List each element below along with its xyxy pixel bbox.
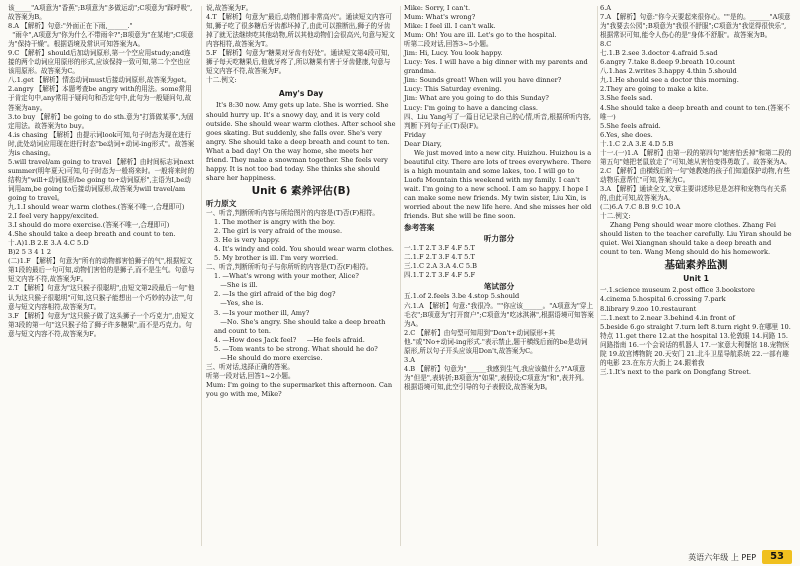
answer-line: 四.1.T 2.T 3.F 4.F 5.F: [404, 271, 476, 280]
column-divider: [201, 6, 202, 546]
answer-line: (二)6.A 7.C 8.B 9.C 10.A: [600, 203, 681, 212]
answer-line: 8.library 9.zoo 10.restaurant: [600, 304, 697, 313]
answer-line: 6.Yes, she does.: [600, 130, 653, 139]
answer-line: 七.1.B 2.see 3.doctor 4.afraid 5.sad: [600, 49, 718, 58]
answer-line: 2.They are going to make a kite.: [600, 85, 709, 94]
dialogue-line: Lucy: Yes. I will have a big dinner with my parents and grandma.: [404, 58, 590, 76]
listening-line: 3. He is very happy.: [214, 236, 280, 245]
answer-line: 3.She feels sad.: [600, 94, 653, 103]
answer-line: 3.I should do more exercise.(答案不唯一,合理即可): [8, 221, 170, 230]
answer-line: 十二.例文:: [206, 76, 237, 85]
dialogue-line: Mike: I feel ill. I can't walk.: [404, 22, 496, 31]
diary-line: Friday: [404, 130, 426, 139]
unit-title: Unit 6 素养评估(B): [251, 184, 351, 197]
unit-label: Unit 1: [683, 274, 709, 284]
listening-line: 二、听音,判断所听句子与你所听的内容是(T)否(F)相符。: [206, 263, 373, 272]
listening-answers-heading: 听力部分: [483, 234, 515, 244]
listening-line: Mum: I'm going to the supermarket this afternoon. Can you go with me, Mike?: [206, 380, 395, 398]
answer-line: "雨伞",A项意为"你为什么不带雨伞?";B项意为"在某地";C项意为"保持干燥"。根据语境及常识可知答案为A。: [8, 31, 194, 49]
listening-line: 2. —Is the girl afraid of the big dog?: [214, 290, 336, 299]
answer-line: 说,故答案为F。: [206, 4, 253, 12]
answer-line: 2.I feel very happy/excited.: [8, 212, 99, 221]
answer-line: 该_____"A项意为"香蕉";B项意为"多做运动";C项意为"踩呼吸",故答案为B。: [8, 4, 193, 22]
dialogue-line: Lucy: This Saturday evening.: [404, 85, 502, 94]
answer-line: 5.She feels afraid.: [600, 121, 661, 130]
answer-line: 4.cinema 5.hospital 6.crossing 7.park: [600, 295, 726, 304]
diary-line: Dear Diary,: [404, 139, 442, 148]
book-title: 英语六年级 上 PEP: [688, 552, 757, 562]
answer-line: 2.C 【解析】由横线后的一句"她教她的孩子们知道保护动物,有些动物乐意帮忙"可知,答案为C。: [600, 166, 790, 184]
dialogue-line: Jim: What are you going to do this Sunday?: [404, 94, 549, 103]
answer-line: 6.angry 7.take 8.deep 9.breath 10.count: [600, 58, 735, 67]
answer-column-4: [600, 4, 792, 552]
answer-line: 4.B 【解析】句意为"______我感到生气,我应该做什么?"A项意为"但是",表转折;B项意为"如果",表假设;C项意为"和",表并列。根据语境可知,此空引导的句子表假设,故答案为B。: [404, 364, 588, 391]
answer-line: 十.1.C 2.A 3.E 4.D 5.B: [600, 139, 674, 148]
answer-column-1: [8, 4, 196, 552]
listening-line: 2. The girl is very afraid of the mouse.: [214, 227, 343, 236]
answer-line: 2.C 【解析】由句型可知用到"Don't+动词原形+其他."或"No+动词-ing形式."表示禁止,题干横线后面的be是动词原形,所以句子开头应该用Don't,故答案为C。: [404, 328, 588, 355]
answer-line: 4.T 【解析】句意为"最后,动物们都非常高兴"。通读短文内容可知,狮子吃了很多糖后牙齿都坏掉了,由此可以推断出,狮子的牙齿掉了就无法继续吃其他动物,所以其他动物们会很高兴,句意与短文内容相符,故答案为T。: [206, 13, 395, 49]
answer-line: 6.A: [600, 4, 612, 12]
answer-line: 4.is chasing 【解析】由提示词look可知,句子时态为现在进行时,此处动词应用现在进行时态"be动词+动词-ing形式"。故答案为is chasing。: [8, 130, 195, 157]
section-heading: 听力原文: [206, 198, 237, 208]
answer-line: 一.1.T 2.T 3.F 4.F 5.T: [404, 244, 475, 253]
answer-line: 5.beside 6.go straight 7.turn left 8.turn right 9.在哪里 10.特点 11.get there 12.at the hospital 13.伦敦眼 14.问路 15.问路指南 16.一个会说话的机器人 17.一家意大利餐馆 18.宠物医院 19.故宫博物院 20.天安门 21.北斗卫星导航系统 22.一部有趣的电影 23.在东方大街上 24.跟着我: [600, 322, 791, 367]
listening-line: —He should do more exercise.: [214, 353, 323, 362]
essay-body: It's 8:30 now. Amy gets up late. She is worried. She should hurry up. It's a snowy day, and it is very cold outside. She should wear warm clothes. After school she goes skating. But suddenly, she falls over. She's very angry. She should take a deep breath and count to ten. What a bad day! On the way home, she meets her friend. They make a snowman together. She feels very happy. It is not too bad today. She thinks she should share her happiness.: [206, 101, 398, 182]
listening-line: —Yes, she is.: [214, 299, 264, 308]
page-footer: [688, 550, 792, 564]
answer-line: 8.A 【解析】句意:"外面正在下雨,______.": [8, 22, 133, 31]
essay-body: Zhang Peng should wear more clothes. Zhang Fei should listen to the teacher carefully. Liu Yiran should be quiet. Wei Xiangnan should take a deep breath and count to ten. Wang Meng should do his homework.: [600, 221, 794, 257]
answers-heading: 参考答案: [404, 223, 435, 233]
answer-line: 三.1.C 2.A 3.A 4.C 5.B: [404, 262, 477, 271]
dialogue-line: Mum: Oh! You are ill. Let's go to the hospital.: [404, 31, 557, 40]
listening-line: 1. —What's wrong with your mother, Alice?: [214, 272, 359, 281]
answer-line: 十.A)1.B 2.E 3.A 4.C 5.D: [8, 239, 89, 248]
section-title: 基础素养监测: [664, 259, 728, 272]
diary-body: We just moved into a new city. Huizhou. Huizhou is a beautiful city. There are lots of trees everywhere. There is a high mountain and some lakes, too. I will go to Luofu Mountain this weekend with my family. I can't wait. I'm going to a new school. I am so happy. I hope I can make some new friends. My twin sister, Liu Xin, is worried about the new life here. And she misses her old friends. But she will be fine soon.: [404, 148, 594, 221]
column-divider: [400, 6, 401, 546]
listening-line: 5. —Tom wants to be strong. What should he do?: [214, 344, 378, 353]
listening-line: 4. It's windy and cold. You should wear warm clothes.: [214, 245, 394, 254]
dialogue-line: Lucy: I'm going to have a dancing class.: [404, 103, 538, 112]
answer-line: 一.1.science museum 2.post office 3.bookstore: [600, 286, 755, 295]
answer-line: 8.C: [600, 40, 612, 49]
answer-line: 八.1.get 【解析】情态动词must后接动词原形,故答案为get。: [8, 76, 191, 85]
dialogue-line: 听第二段对话,回答3~5小题。: [404, 40, 493, 49]
answer-line: 五.1.of 2.feels 3.be 4.stop 5.should: [404, 292, 520, 301]
written-answers-heading: 笔试部分: [483, 282, 515, 292]
listening-line: —No. She's angry. She should take a deep breath and count to ten.: [214, 317, 388, 335]
listening-line: —She is ill.: [214, 281, 258, 290]
answer-line: 3.A: [404, 355, 416, 364]
answer-line: 3.F 【解析】句意为"这只猴子做了这头狮子一个巧克力",由短文第3段的第一句"这只猴子给了狮子许多糖果",而不是巧克力。句意与短文内容不符,故答案为F。: [8, 311, 194, 338]
answer-line: 十二.例文:: [600, 212, 631, 221]
page-number: 53: [762, 550, 792, 564]
essay-title: Amy's Day: [278, 89, 324, 99]
answer-line: 二.1.next to 2.near 3.behind 4.in front of: [600, 313, 735, 322]
answer-line: 9.C 【解析】should后加动词原形,第一个空应用study;and连接的两个动词应用原形的形式,应该保持一致可知,第二个空也应该用原形。故答案为C。: [8, 49, 191, 76]
listening-line: 三、听对话,选择正确的答案。: [206, 362, 294, 371]
listening-line: 听第一段对话,回答1~2小题。: [206, 371, 295, 380]
dialogue-line: Jim: Sounds great! When will you have dinner?: [404, 76, 562, 85]
answer-column-3: [404, 4, 594, 552]
answer-line: 3.to buy 【解析】be going to do sth.意为"打算做某事",为固定用法。故答案为to buy。: [8, 112, 194, 130]
answer-line: B)2 5 3 4 1 2: [8, 248, 52, 257]
listening-line: 1. The mother is angry with the boy.: [214, 218, 336, 227]
answer-line: 十一.(一)1.A 【解析】由第一段的第四句"她害怕丢掉"和第二段的第五句"她把老鼠放走了"可知,她从害怕变得勇敢了。故答案为A。: [600, 148, 792, 166]
listening-line: 4. —How does Jack feel? —He feels afraid.: [214, 335, 365, 344]
answer-line: 4.She should take a deep breath and count to ten.(答案不唯一): [600, 103, 790, 121]
dialogue-line: Mike: Sorry, I can't.: [404, 4, 471, 12]
answer-line: (二)1.F 【解析】句意为"所有的动物都害怕狮子的气",根据短文第1段的最后一句可知,动物们害怕的是狮子,而不是生气。句意与短文内容不符,故答案为F。: [8, 257, 195, 284]
answer-line: 六.1.A 【解析】句意:"我很冷。""你应该______。"A项意为"穿上毛衣";B项意为"打开窗户";C项意为"吃冰淇淋",根据语境可知答案为A。: [404, 301, 594, 328]
answer-line: 九.1.He should see a doctor this morning.: [600, 76, 739, 85]
answer-line: 5.F 【解析】句意为"糖果对牙齿有好处"。通读短文第4段可知,狮子每天吃糖果后,他就牙疼了,所以糖果有害于牙齿健康,句意与短文内容不符,故答案为F。: [206, 49, 391, 76]
answer-line: 二.1.F 2.T 3.F 4.T 5.T: [404, 253, 475, 262]
answer-line: 2.T 【解析】句意为"这只猴子很聪明",由短文第2段最后一句"他认为这只猴子很聪明"可知,这只猴子能想出一个巧妙的办法"",句意与短文内容相符,故答案为T。: [8, 284, 195, 311]
answer-line: 7.A 【解析】句意:"你今天要起来很你心。""是的。______"A项意为"我要去公园";B项意为"我很不舒服";C项意为"我觉得很快乐",根据常识可知,能令人伤心的是"身体不舒服"。故答案为B。: [600, 13, 791, 40]
listening-line: 一、听音,判断所听内容与所给图片的内容是(T)否(F)相符。: [206, 208, 380, 217]
answer-line: 5.will travel/am going to travel 【解析】由时间标志词next summer(明年夏天)可知,句子时态为一般将来时。一般将来时的结构为"will+动词原形/be going to+动词原形",主语为I,be动词用am,be going to后接动词原形,故答案为will travel/am going to travel。: [8, 157, 197, 202]
listening-line: 5. My brother is ill. I'm very worried.: [214, 254, 339, 263]
answer-line: 九.1.I should wear warm clothes.(答案不唯一,合理即可): [8, 203, 185, 212]
answer-line: 4.She should take a deep breath and count to ten.: [8, 230, 176, 239]
dialogue-line: Mum: What's wrong?: [404, 13, 476, 22]
answer-line: 2.angry 【解析】本题考查be angry with的用法。some常用于肯定句中,any常用于疑问句和否定句中,此句为一般疑问句,故答案为any。: [8, 85, 192, 112]
listening-line: 3. —Is your mother ill, Amy?: [214, 308, 310, 317]
answer-column-2: [206, 4, 396, 552]
answer-line: 三.1.It's next to the park on Dongfang Street.: [600, 367, 751, 376]
dialogue-line: Jim: Hi, Lucy. You look happy.: [404, 49, 503, 58]
dialogue-line: 四、Liu Yang写了一篇日记记录自己的心情,听音,根据所听内容,判断下列句子正(T)误(F)。: [404, 112, 592, 130]
column-divider: [597, 6, 598, 546]
answer-line: 八.1.has 2.writes 3.happy 4.thin 5.should: [600, 67, 737, 76]
answer-line: 3.A 【解析】通读全文,文章主要讲述珍尼是怎样和宠物鸟有关系的,由此可知,故答案为A。: [600, 184, 787, 202]
